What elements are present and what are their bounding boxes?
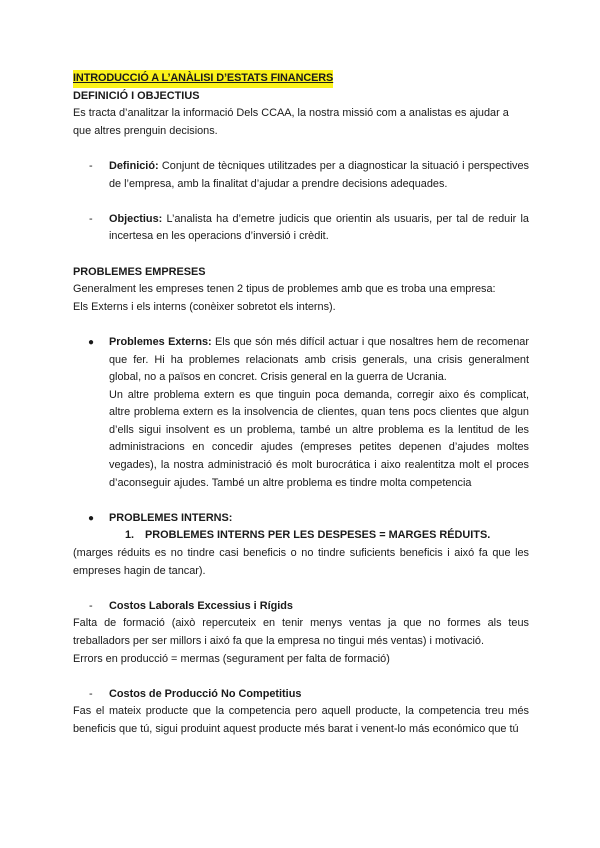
internal-problems-item bbox=[73, 510, 529, 528]
objectives-label: Objectius: bbox=[109, 212, 163, 225]
labour-costs-item bbox=[73, 598, 529, 616]
production-costs-item bbox=[73, 686, 529, 704]
external-problems-text: Els que són més difícil actuar i que nosaltres hem de recomenar que fer. Hi ha problemes relacionats amb crisis generals, una crisis generalment global, no a països en concret. Crisis general en la guerra de Ucrania. bbox=[109, 335, 529, 384]
objectives-text: L’analista ha d’emetre judicis que orientin als usuaris, per tal de reduir la incertesa en les operacions d’inversió i crèdit. bbox=[109, 212, 529, 243]
internal-subitem-text: (marges réduits es no tindre casi beneficis o no tindre suficients beneficis i aixó fa que les empreses hagin de tancar). bbox=[73, 547, 529, 577]
definition-label: Definició: bbox=[109, 159, 159, 172]
dash-marker: - bbox=[89, 687, 93, 700]
bullet-marker: ● bbox=[88, 512, 95, 524]
definition-heading: DEFINICIÓ I OBJECTIUS bbox=[73, 89, 200, 102]
internal-problems-label: PROBLEMES INTERNS: bbox=[109, 511, 233, 524]
production-costs-text: Fas el mateix producte que la competencia pero aquell producte, la competencia treu més beneficis que tú, sigui produint aquest producte més barat i venent-lo más económico que tú bbox=[73, 705, 529, 735]
external-problems-item bbox=[73, 334, 529, 492]
labour-costs-text-2: Errors en producció = mermas (segurament per falta de formació) bbox=[73, 652, 390, 665]
bullet-marker: ● bbox=[88, 336, 95, 348]
problems-intro-line-2: Els Externs i els interns (conèixer sobretot els interns). bbox=[73, 300, 336, 313]
internal-subitem-label: PROBLEMES INTERNS PER LES DESPESES = MARGES RÉDUITS. bbox=[145, 529, 491, 542]
dash-marker: - bbox=[89, 599, 93, 612]
title-line bbox=[73, 70, 529, 88]
labour-costs-label: Costos Laborals Excessius i Rígids bbox=[109, 599, 293, 612]
external-problems-text-2: Un altre problema extern es que tinguin poca demanda, corregir aixo és complicat, altre problema extern es la insolvencia de clientes, quan tens pocs clientes que algun d’ells sigui insolvent es un problema, també un altre problema es la lentitud de les administracions en concedir ajudes (empreses petites depenen d’ajudes moltes vegades), la nostra administració és molt burocrática i aixo realentitza molt el proces d’aconseguir ajudes. També un altre problema es tindre molta competencia bbox=[109, 388, 529, 489]
problems-intro-line-1: Generalment les empreses tenen 2 tipus de problemes amb que es troba una empresa: bbox=[73, 283, 496, 296]
definition-item bbox=[73, 158, 529, 193]
document-title: INTRODUCCIÓ A L’ANÀLISI D’ESTATS FINANCERS bbox=[73, 70, 333, 88]
problems-heading: PROBLEMES EMPRESES bbox=[73, 265, 206, 278]
document-page bbox=[73, 70, 529, 739]
production-costs-label: Costos de Producció No Competitius bbox=[109, 687, 302, 700]
internal-subitem bbox=[73, 527, 529, 545]
definition-text: Conjunt de tècniques utilitzades per a diagnosticar la situació i perspectives de l’empresa, amb la finalitat d’ajudar a prendre decisions adequades. bbox=[109, 159, 529, 190]
labour-costs-text: Falta de formació (això repercuteix en tenir menys ventas ja que no formes als teus treballadors per ser millors i aixó fa que la empresa no tingui més ventas) i motivació. bbox=[73, 617, 529, 647]
dash-marker: - bbox=[89, 212, 93, 225]
objectives-item bbox=[73, 211, 529, 246]
number-marker: 1. bbox=[125, 529, 135, 542]
definition-intro: Es tracta d’analitzar la informació Dels CCAA, la nostra missió com a analistas es ajudar a que altres prenguin decisions. bbox=[73, 107, 509, 137]
dash-marker: - bbox=[89, 159, 93, 172]
external-problems-label: Problemes Externs: bbox=[109, 335, 212, 348]
